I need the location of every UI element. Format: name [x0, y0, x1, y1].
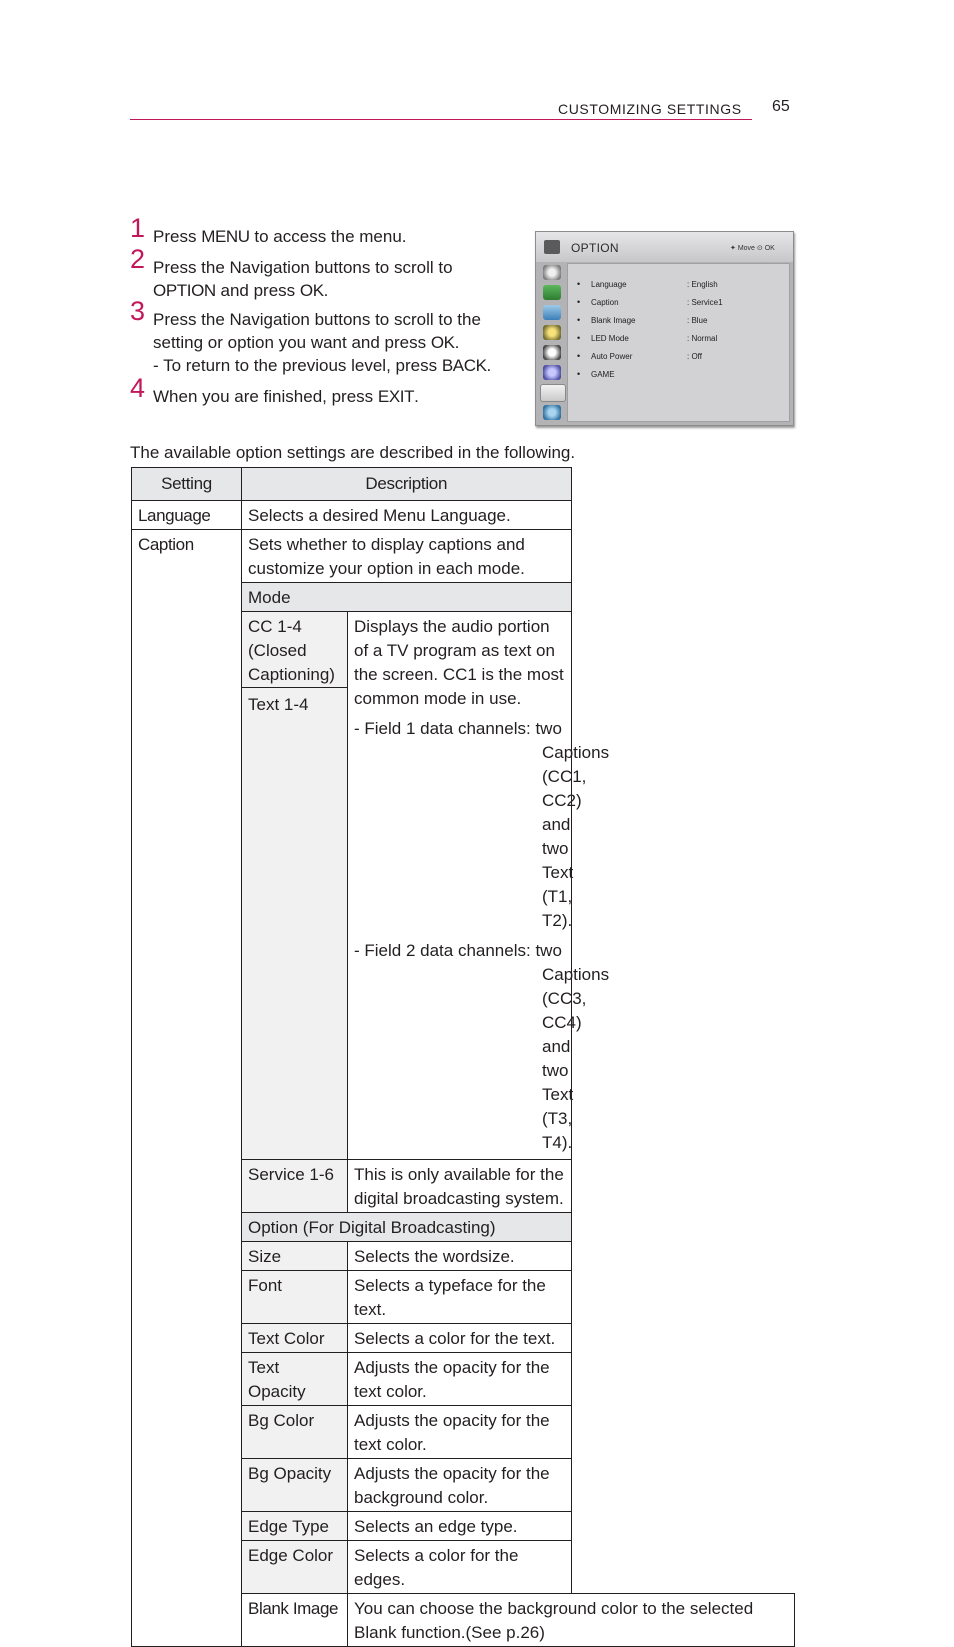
step-number: 1	[130, 213, 146, 243]
option-description: Selects a color for the text.	[348, 1324, 572, 1353]
option-icon	[540, 384, 566, 402]
intro-text: The available option settings are described in the following.	[130, 443, 576, 462]
field1-value: two Captions (CC1, CC2) and two Text (T1, T2).	[535, 719, 610, 930]
header-rule	[130, 119, 752, 120]
osd-item-value: : Normal	[687, 334, 718, 343]
option-description: Adjusts the opacity for the text color.	[348, 1353, 572, 1406]
service-description: This is only available for the digital broadcasting system.	[348, 1160, 572, 1213]
option-description: Selects the wordsize.	[348, 1242, 572, 1271]
step-number: 3	[130, 296, 146, 326]
osd-nav-hint	[730, 244, 775, 252]
key-ok: OK	[299, 281, 324, 300]
table-header-row	[132, 468, 795, 501]
option-description: Adjusts the opacity for the background color.	[348, 1459, 572, 1512]
option-description: Selects an edge type.	[348, 1512, 572, 1541]
osd-item-value: : Off	[687, 352, 702, 361]
cc-description: Displays the audio portion of a TV program as text on the screen. CC1 is the most common mode in use.	[354, 617, 564, 708]
osd-side-icons	[540, 263, 565, 422]
osd-item: • GAME	[577, 369, 615, 379]
osd-item-label: Language	[591, 280, 627, 289]
field2-prefix: - Field 2 data channels:	[354, 941, 531, 960]
option-settings-table	[131, 467, 795, 1647]
option-name: Size	[242, 1242, 348, 1271]
osd-item-label: Caption	[591, 298, 619, 307]
osd-item-value: : English	[687, 280, 718, 289]
option-label: Option (For Digital Broadcasting)	[242, 1213, 572, 1242]
move-arrows-icon: ✦	[730, 245, 736, 252]
osd-title: OPTION	[571, 241, 619, 255]
setting-caption: Caption	[132, 530, 242, 1647]
mode-label: Mode	[242, 583, 572, 612]
osd-item-label: Blank Image	[591, 316, 636, 325]
step-text: .	[323, 281, 329, 300]
osd-item-panel	[567, 263, 790, 422]
option-name: Font	[242, 1271, 348, 1324]
osd-item-label: LED Mode	[591, 334, 629, 343]
option-name: Bg Opacity	[242, 1459, 348, 1512]
step-number: 2	[130, 244, 146, 274]
cc-text-labels	[242, 612, 348, 1160]
step-1	[130, 213, 520, 248]
step-3	[130, 296, 520, 377]
table-row-language	[132, 501, 795, 530]
key-back: BACK	[441, 356, 487, 375]
option-description: Adjusts the opacity for the text color.	[348, 1406, 572, 1459]
osd-item: • Blank Image : Blue	[577, 315, 708, 325]
step-text: Press the Navigation buttons to scroll to the setting or option you want and press	[153, 310, 481, 352]
section-title: CUSTOMIZING SETTINGS	[558, 101, 742, 117]
osd-item: • Language : English	[577, 279, 718, 289]
description-caption: Sets whether to display captions and customize your option in each mode.	[242, 530, 572, 583]
option-name: Edge Type	[242, 1512, 348, 1541]
osd-nav-text: Move ⊙ OK	[737, 245, 775, 252]
option-name: Text Color	[242, 1324, 348, 1353]
lock-icon	[543, 345, 561, 360]
key-menu: MENU	[201, 227, 250, 246]
step-text: to access the menu.	[249, 227, 407, 246]
option-description: Selects a color for the edges.	[348, 1541, 572, 1594]
header-description: Description	[242, 468, 572, 501]
header-setting: Setting	[132, 468, 242, 501]
description-language: Selects a desired Menu Language.	[242, 501, 572, 530]
picture-icon	[543, 265, 561, 280]
osd-item-label: GAME	[591, 370, 615, 379]
step-text: .	[414, 387, 419, 406]
field2-line	[354, 939, 610, 1155]
step-text: Press	[153, 227, 202, 246]
option-description: Selects a typeface for the text.	[348, 1271, 572, 1324]
step-text: and press	[215, 281, 300, 300]
cc-label: CC 1-4 (Closed Captioning)	[242, 615, 347, 688]
option-menu-screenshot	[535, 231, 794, 426]
option-name: Bg Color	[242, 1406, 348, 1459]
support-icon	[543, 365, 561, 380]
step-4	[130, 373, 520, 408]
field1-line	[354, 717, 610, 933]
step-note: - To return to the previous level, press	[153, 356, 442, 375]
channel-icon	[543, 305, 561, 320]
toolbox-icon	[544, 240, 560, 254]
field2-value: two Captions (CC3, CC4) and two Text (T3, T4).	[535, 941, 610, 1152]
setting-blank-image: Blank Image	[242, 1594, 348, 1647]
time-icon	[543, 325, 561, 340]
osd-title-bar	[536, 232, 793, 262]
osd-item: • Auto Power : Off	[577, 351, 702, 361]
step-2	[130, 244, 520, 302]
text-label: Text 1-4	[248, 695, 309, 714]
step-text: .	[454, 333, 460, 352]
step-text: When you are finished, press	[153, 387, 378, 406]
key-ok: OK	[430, 333, 455, 352]
page-number: 65	[772, 98, 790, 115]
step-note: .	[486, 356, 492, 375]
osd-item: • LED Mode : Normal	[577, 333, 718, 343]
key-exit: EXIT	[377, 387, 415, 406]
step-number: 4	[130, 373, 146, 403]
service-label: Service 1-6	[242, 1160, 348, 1213]
field1-prefix: - Field 1 data channels:	[354, 719, 531, 738]
osd-item-value: : Service1	[687, 298, 723, 307]
key-option: OPTION	[153, 281, 216, 300]
option-name: Edge Color	[242, 1541, 348, 1594]
osd-item-label: Auto Power	[591, 352, 633, 361]
option-name: Text Opacity	[242, 1353, 348, 1406]
sound-icon	[543, 285, 561, 300]
description-blank-image: You can choose the background color to the selected Blank function.(See p.26)	[348, 1594, 795, 1647]
table-row-caption	[132, 530, 795, 583]
setting-language: Language	[132, 501, 242, 530]
step-text: Press the Navigation buttons to scroll to	[153, 258, 453, 277]
cc-description-cell	[348, 612, 610, 1160]
network-icon	[543, 405, 561, 420]
osd-item-value: : Blue	[687, 316, 708, 325]
osd-item: • Caption : Service1	[577, 297, 723, 307]
